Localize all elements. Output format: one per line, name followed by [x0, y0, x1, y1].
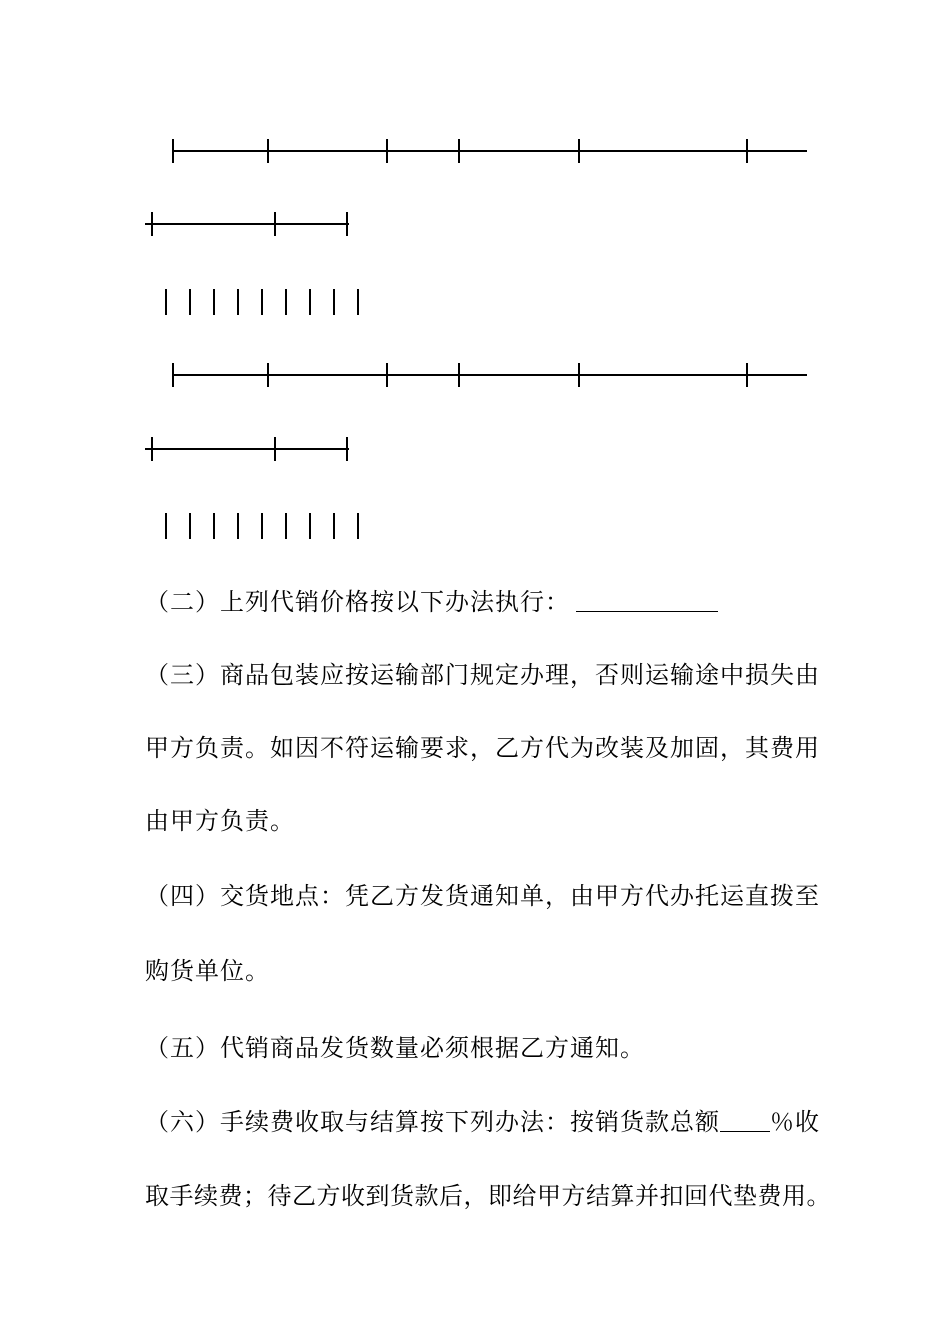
cell-divider: [285, 289, 287, 315]
rule-tick: [267, 139, 269, 163]
paragraph-5: （五）代销商品发货数量必须根据乙方通知。: [145, 1034, 645, 1062]
rule-tick: [346, 212, 348, 236]
paragraph-6-line-1: [145, 1107, 845, 1137]
paragraph-6-text-b: ％收: [770, 1108, 820, 1136]
paragraph-6-text-a: （六）手续费收取与结算按下列办法：按销货款总额: [145, 1108, 720, 1136]
table-rule-bottom: [145, 434, 349, 464]
paragraph-3-line-3: 由甲方负责。: [145, 807, 295, 835]
rule-line: [145, 448, 349, 450]
cell-divider: [261, 513, 263, 539]
rule-tick: [172, 139, 174, 163]
cell-divider: [237, 513, 239, 539]
cell-divider: [357, 289, 359, 315]
cell-divider: [189, 289, 191, 315]
rule-tick: [578, 139, 580, 163]
rule-tick: [458, 363, 460, 387]
rule-tick: [274, 437, 276, 461]
cell-divider: [189, 513, 191, 539]
cell-divider: [213, 513, 215, 539]
percentage-blank-field[interactable]: [720, 1109, 770, 1132]
cell-divider: [357, 513, 359, 539]
rule-tick: [386, 363, 388, 387]
rule-tick: [578, 363, 580, 387]
cell-divider: [309, 513, 311, 539]
cell-divider: [333, 513, 335, 539]
rule-tick: [172, 363, 174, 387]
paragraph-2-text: （二）上列代销价格按以下办法执行：: [145, 588, 570, 616]
table-rule-top: [172, 136, 807, 166]
cell-divider: [213, 289, 215, 315]
rule-tick: [346, 437, 348, 461]
cell-divider: [333, 289, 335, 315]
cell-divider: [165, 289, 167, 315]
rule-tick: [151, 437, 153, 461]
paragraph-6-line-2: 取手续费；待乙方收到货款后，即给甲方结算并扣回代垫费用。: [145, 1182, 831, 1210]
cell-divider: [237, 289, 239, 315]
paragraph-3-line-2: 甲方负责。如因不符运输要求，乙方代为改装及加固，其费用: [145, 734, 820, 762]
rule-tick: [746, 363, 748, 387]
rule-tick: [267, 363, 269, 387]
table-cell-dividers: [165, 513, 365, 539]
paragraph-3-line-1: （三）商品包装应按运输部门规定办理，否则运输途中损失由: [145, 661, 820, 689]
rule-tick: [746, 139, 748, 163]
paragraph-2: [145, 587, 845, 617]
rule-tick: [386, 139, 388, 163]
table-rule-top: [172, 360, 807, 390]
cell-divider: [285, 513, 287, 539]
paragraph-4-line-1: （四）交货地点：凭乙方发货通知单，由甲方代办托运直拨至: [145, 882, 820, 910]
cell-divider: [309, 289, 311, 315]
rule-tick: [151, 212, 153, 236]
cell-divider: [165, 513, 167, 539]
blank-field[interactable]: [576, 589, 718, 612]
paragraph-4-line-2: 购货单位。: [145, 957, 270, 985]
rule-tick: [458, 139, 460, 163]
rule-line: [145, 223, 349, 225]
table-cell-dividers: [165, 289, 365, 315]
table-rule-bottom: [145, 209, 349, 239]
cell-divider: [261, 289, 263, 315]
rule-tick: [274, 212, 276, 236]
